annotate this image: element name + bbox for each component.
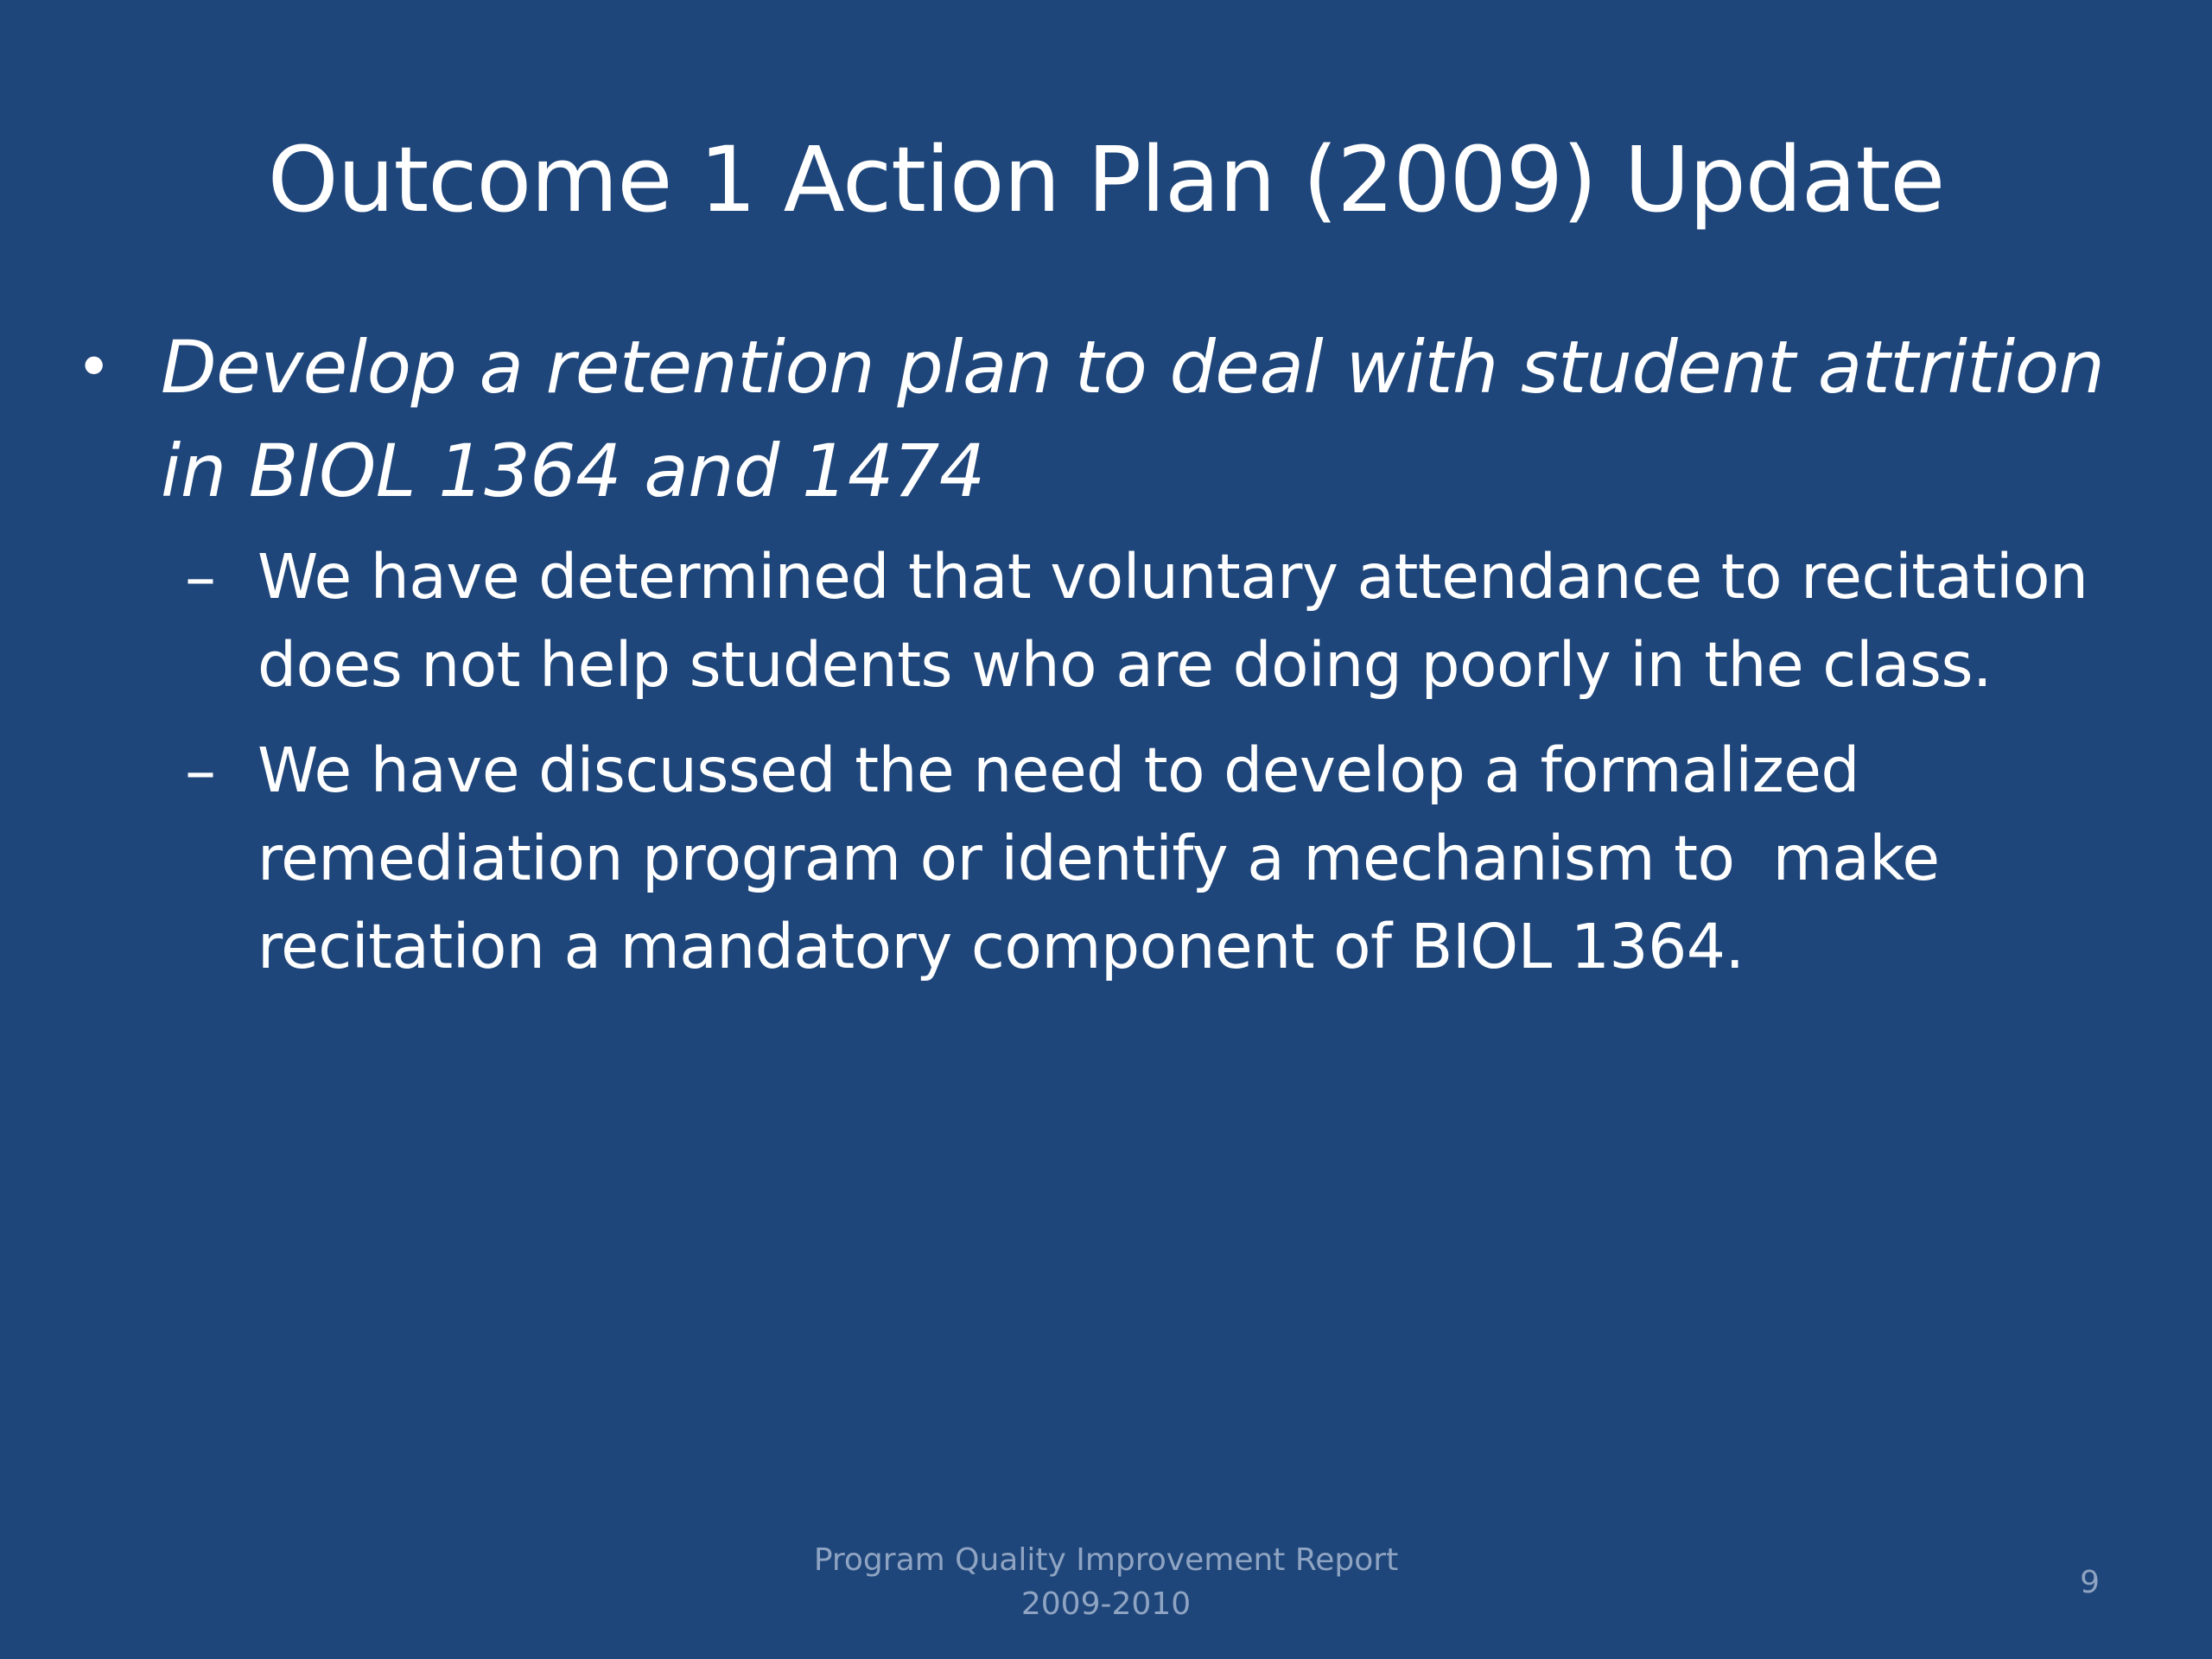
sub-bullet-line: We have determined that voluntary attendance to recitation [257,541,2088,613]
sub-bullet-line: recitation a mandatory component of BIOL 1364. [257,911,1745,982]
footer-line: 2009-2010 [1020,1586,1192,1622]
dash-marker: – [185,734,216,807]
sub-bullet-line: remediation program or identify a mechanism to make [257,823,1940,894]
dash-marker: – [185,541,216,613]
sub-bullet-line: We have discussed the need to develop a formalized [257,734,1859,806]
sub-bullet-line: does not help students who are doing poorly in the class. [257,629,1993,701]
slide-title: Outcome 1 Action Plan (2009) Update [267,127,1945,232]
slide-footer [760,1538,1452,1626]
bullet-marker: • [76,332,112,403]
main-bullet-line: in BIOL 1364 and 1474 [161,429,985,513]
main-bullet-text [161,315,2148,523]
sub-bullet-text [257,727,2167,991]
sub-bullet-text [257,533,2167,709]
page-number: 9 [2080,1565,2100,1600]
main-bullet-line: Develop a retention plan to deal with student attrition [161,325,2105,410]
footer-line: Program Quality Improvement Report [813,1542,1399,1578]
